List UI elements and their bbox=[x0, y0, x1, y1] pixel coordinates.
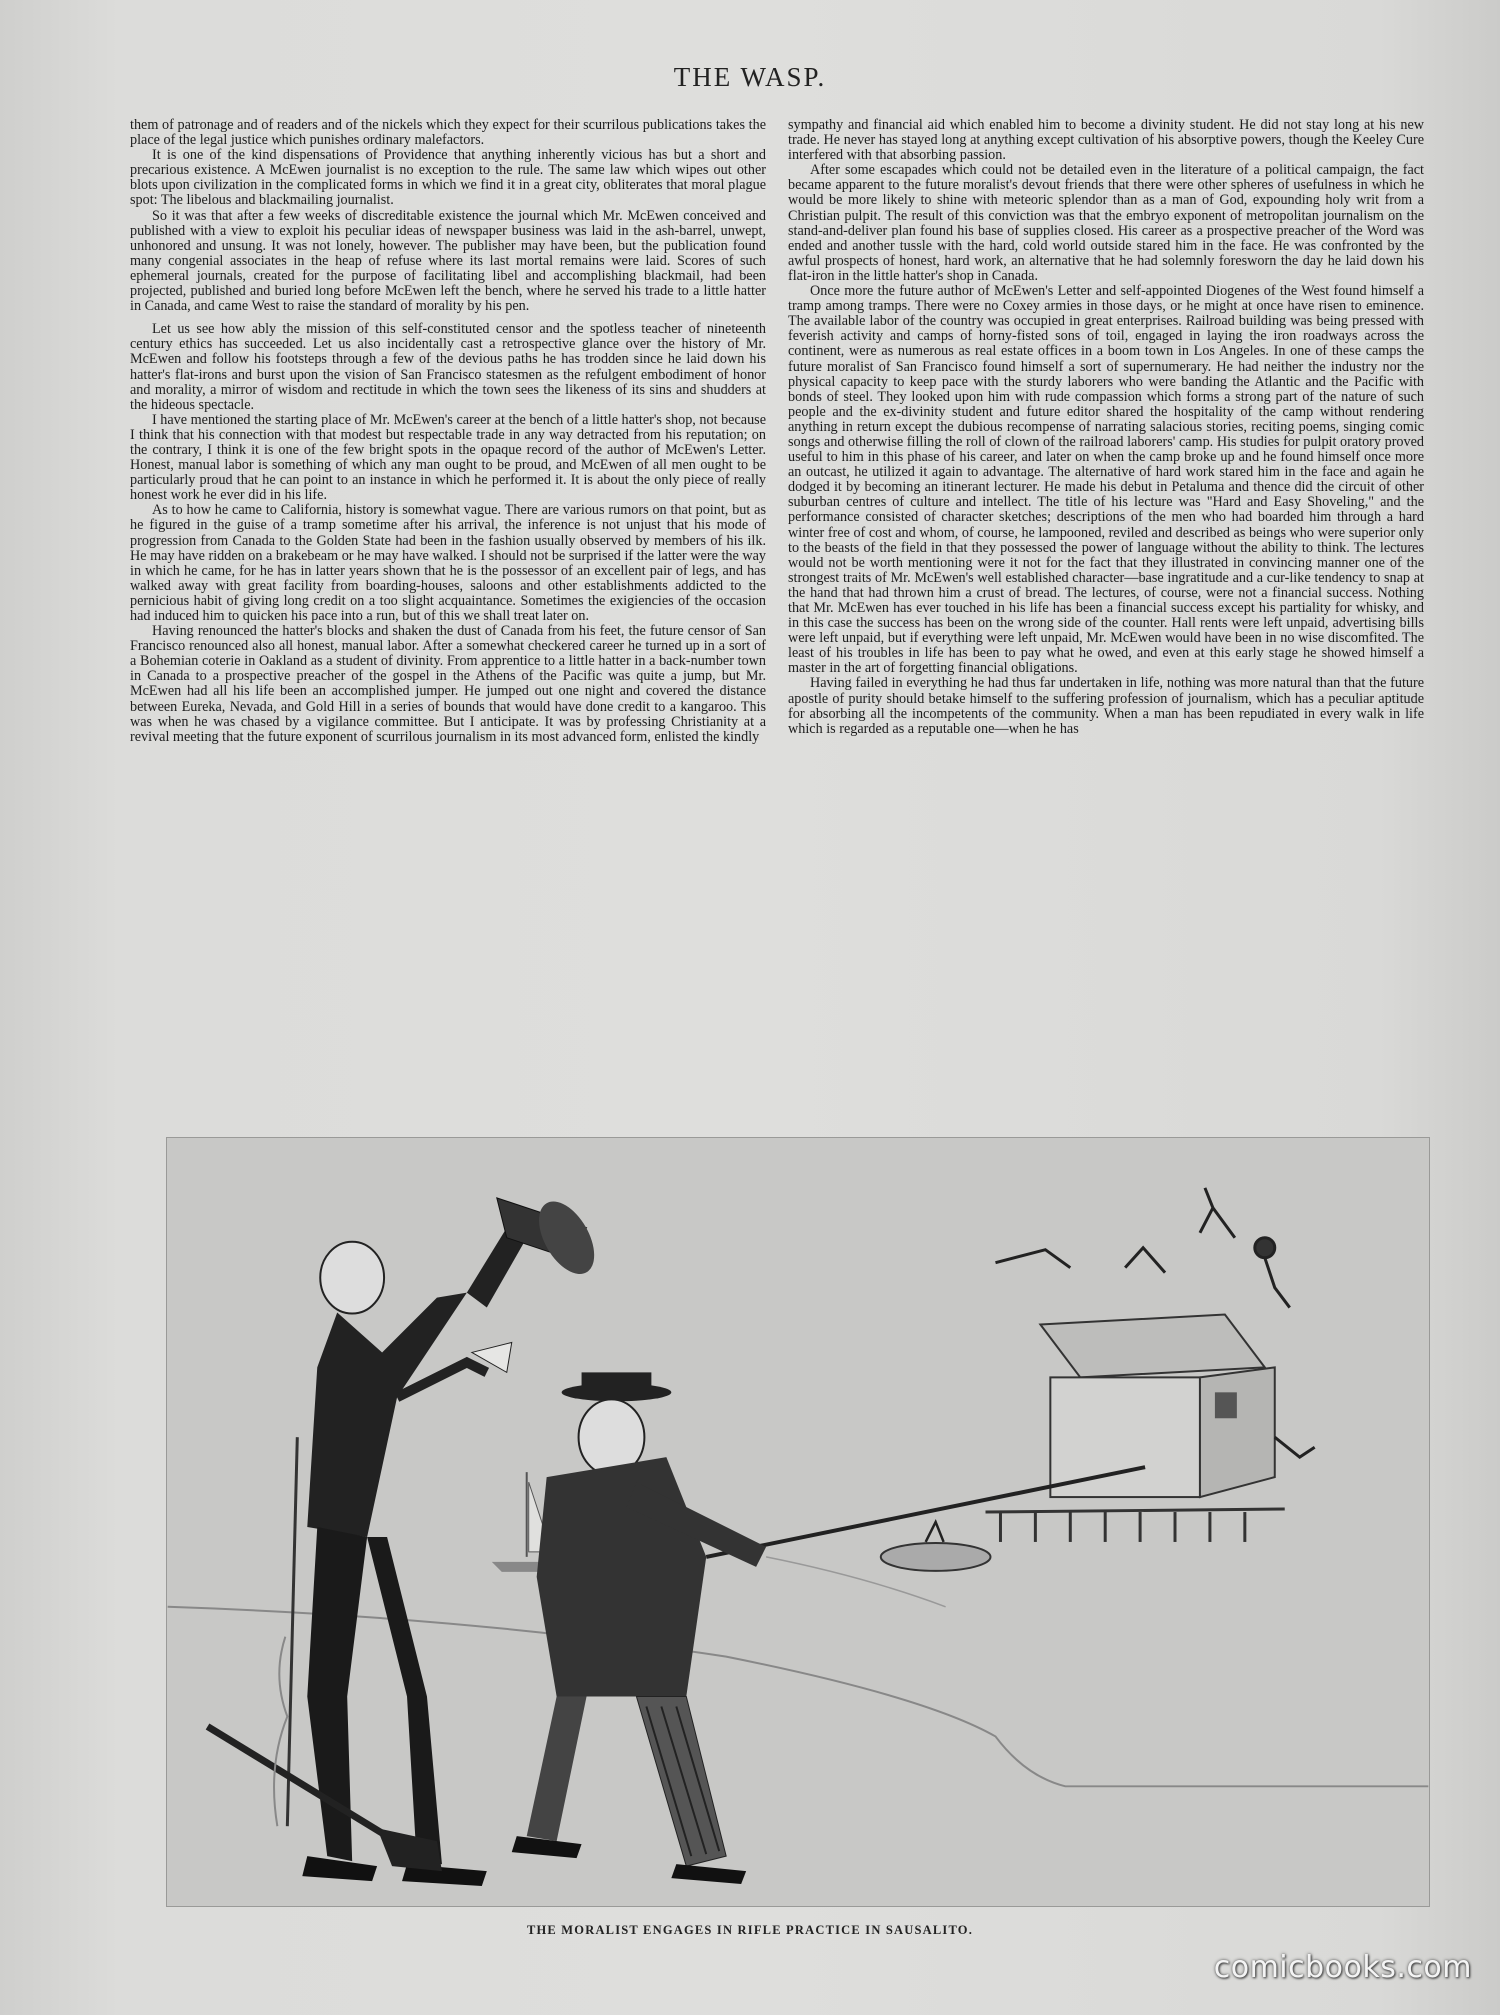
paragraph: As to how he came to California, history is somewhat vague. There are various rumors on that point, but as he figured in the guise of a tramp sometime after his arrival, the inference is not unjust that his mode of progression from Canada to the Golden State had been in the fashion usually observed by members of his ilk. He may have ridden on a brakebeam or he may have walked. I should not be surprised if the latter were the way in which he came, for he has in latter years shown that he is the possessor of an excellent pair of legs, and has walked away with great facility from boarding-houses, saloons and other establishments addicted to the pernicious habit of giving long credit on a too slight acquaintance. Sometimes the exigiencies of the occasion had induced him to quicken his pace into a run, but of this we shall treat later on. bbox=[130, 502, 766, 624]
left-column bbox=[130, 118, 766, 1108]
cartoon-drawing bbox=[167, 1138, 1429, 1906]
paragraph: It is one of the kind dispensations of Providence that anything inherently vicious has but a short and precarious existence. A McEwen journalist is no exception to the rule. The same law which wipes out other blots upon civilization in the complicated forms in which we find it in a great city, obliterates that moral plague spot: The libelous and blackmailing journalist. bbox=[130, 147, 766, 209]
paragraph: Having renounced the hatter's blocks and shaken the dust of Canada from his feet, the future censor of San Francisco renounced also all honest, manual labor. After a somewhat checkered career he turned up in a sort of a Bohemian coterie in Oakland as a student of divinity. From apprentice to a little hatter in a back-number town in Canada to a prospective preacher of the gospel in the Athens of the Pacific was quite a jump, but Mr. McEwen had all his life been an accomplished jumper. He jumped out one night and covered the distance between Eureka, Nevada, and Gold Hill in a series of bounds that would have done credit to a kangaroo. This was when he was chased by a vigilance committee. But I anticipate. It was by professing Christianity at a revival meeting that the future exponent of scurrilous journalism in its most advanced form, enlisted the kindly bbox=[130, 623, 766, 745]
paragraph: I have mentioned the starting place of Mr. McEwen's career at the bench of a little hatter's shop, not because I think that his connection with that modest but respectable trade in any way detracted from his reputation; on the contrary, I think it is one of the few bright spots in the opaque record of the author of McEwen's Letter. Honest, manual labor is something of which any man ought to be proud, and McEwen of all men ought to be particularly proud that he can point to an instance in which he performed it. It is about the only piece of really honest work he ever did in his life. bbox=[130, 411, 766, 504]
paragraph: So it was that after a few weeks of discreditable existence the journal which Mr. McEwen conceived and published with a view to exploit his peculiar ideas of newspaper business was laid in the ash-barrel, unwept, unhonored and unsung. It was not lonely, however. The publisher may have been, but the publication found many congenial associates in the heap of refuse where its last mortal remains were laid. Scores of such ephemeral journals, created for the purpose of facilitating libel and accomplishing blackmail, had been projected, published and buried long before McEwen left the bench, where he served his trade to a little hatter in Canada, and came West to raise the standard of morality by his pen. bbox=[130, 207, 766, 315]
paragraph: Let us see how ably the mission of this self-constituted censor and the spotless teacher of nineteenth century ethics has succeeded. Let us also incidentally cast a retrospective glance over the history of Mr. McEwen and follow his footsteps through a few of the devious paths he has trodden since he laid down his hatter's flat-irons and burst upon the vision of San Francisco statesmen as the refulgent embodiment of honor and morality, a mirror of wisdom and rectitude in which the town sees the likeness of its sins and shudders at the hideous spectacle. bbox=[130, 321, 766, 413]
paragraph: After some escapades which could not be detailed even in the literature of a political campaign, the fact became apparent to the future moralist's devout friends that there were other spheres of usefulness in which he would be more likely to shine with meteoric splendor than as a man of God, expounding holy writ from a Christian pulpit. The result of this conviction was that the embryo exponent of metropolitan journalism on the stand-and-deliver plan found his base of supplies closed. His career as a prospective preacher of the Word was ended and another tussle with the hard, cold world outside stared him in the face. He was confronted by the awful prospects of honest, hard work, an alternative that he had solemnly foresworn the day he laid down his flat-iron in the little hatter's shop in Canada. bbox=[788, 162, 1424, 284]
paragraph: Once more the future author of McEwen's Letter and self-appointed Diogenes of the West found himself a tramp among tramps. There were no Coxey armies in those days, or he might at once have risen to eminence. The available labor of the country was occupied in great enterprises. Railroad building was being pressed with feverish activity and camps of horny-fisted sons of toil, engaged in laying the iron roadways across the continent, were as numerous as real estate offices in a boom town in Los Angeles. In one of these camps the future moralist of San Francisco found himself a sort of supernumerary. He had neither the industry nor the physical capacity to keep pace with the sturdy laborers who were banding the Atlantic and the Pacific with bonds of steel. They looked upon him with rude compassion which forms a strong part of the nature of such people and the ex-divinity student and future editor shared the hospitality of the camp without rendering anything in return except the dubious recompense of narrating salacious stories, reciting poems, singing comic songs and otherwise filling the roll of clown of the railroad laborers' camp. His studies for pulpit oratory proved useful to him in this phase of his career, and later on when the camp broke up and he found himself once more an outcast, he utilized it again to advantage. The alternative of hard work stared him in the face and again he dodged it by becoming an itinerant lecturer. He made his debut in Petaluma and thence did the circuit of other suburban centres of culture and intellect. The title of his lecture was "Hard and Easy Shoveling," and the performance consisted of character sketches; descriptions of the men who had boarded him through a hard winter free of cost and whom, of course, he lampooned, reviled and described as beings who were superior only to the beasts of the field in that they possessed the power of language without the ability to think. The lectures would not be worth mentioning were it not for the fact that they illustrated in convincing manner one of the strongest traits of Mr. McEwen's well established character—base ingratitude and a cur-like tendency to snap at the hand that had thrown him a crust of bread. The lectures, of course, were not a financial success. Nothing that Mr. McEwen has ever touched in his life has been a financial success except his partiality for whisky, and in this case the success has been on the wrong side of the counter. Hall rents were left unpaid, advertising bills were left unpaid, but if everything were left unpaid, Mr. McEwen would have been in no wise discomfited. The least of his troubles in life has been to pay what he owed, and even at this early stage he showed himself a master in the art of forgetting financial obligations. bbox=[788, 283, 1424, 677]
masthead: THE WASP. bbox=[673, 62, 827, 92]
paragraph: sympathy and financial aid which enabled him to become a divinity student. He did not stay long at his new trade. He never has stayed long at anything except cultivation of his absorptive powers, though the Keeley Cure interfered with that absorbing passion. bbox=[788, 118, 1424, 164]
paragraph: them of patronage and of readers and of the nickels which they expect for their scurrilous publications takes the place of the legal justice which punishes ordinary malefactors. bbox=[130, 118, 766, 149]
cartoon-illustration bbox=[166, 1137, 1430, 1907]
paragraph: Having failed in everything he had thus far undertaken in life, nothing was more natural than that the future apostle of purity should betake himself to the suffering profession of journalism, which has a peculiar aptitude for absorbing all the incompetents of the community. When a man has been repudiated in every walk in life which is regarded as a reputable one—when he has bbox=[788, 675, 1424, 737]
watermark: comicbooks.com bbox=[1213, 1950, 1472, 1985]
illustration-caption: THE MORALIST ENGAGES IN RIFLE PRACTICE IN SAUSALITO. bbox=[526, 1923, 974, 1937]
right-column bbox=[788, 118, 1424, 1108]
